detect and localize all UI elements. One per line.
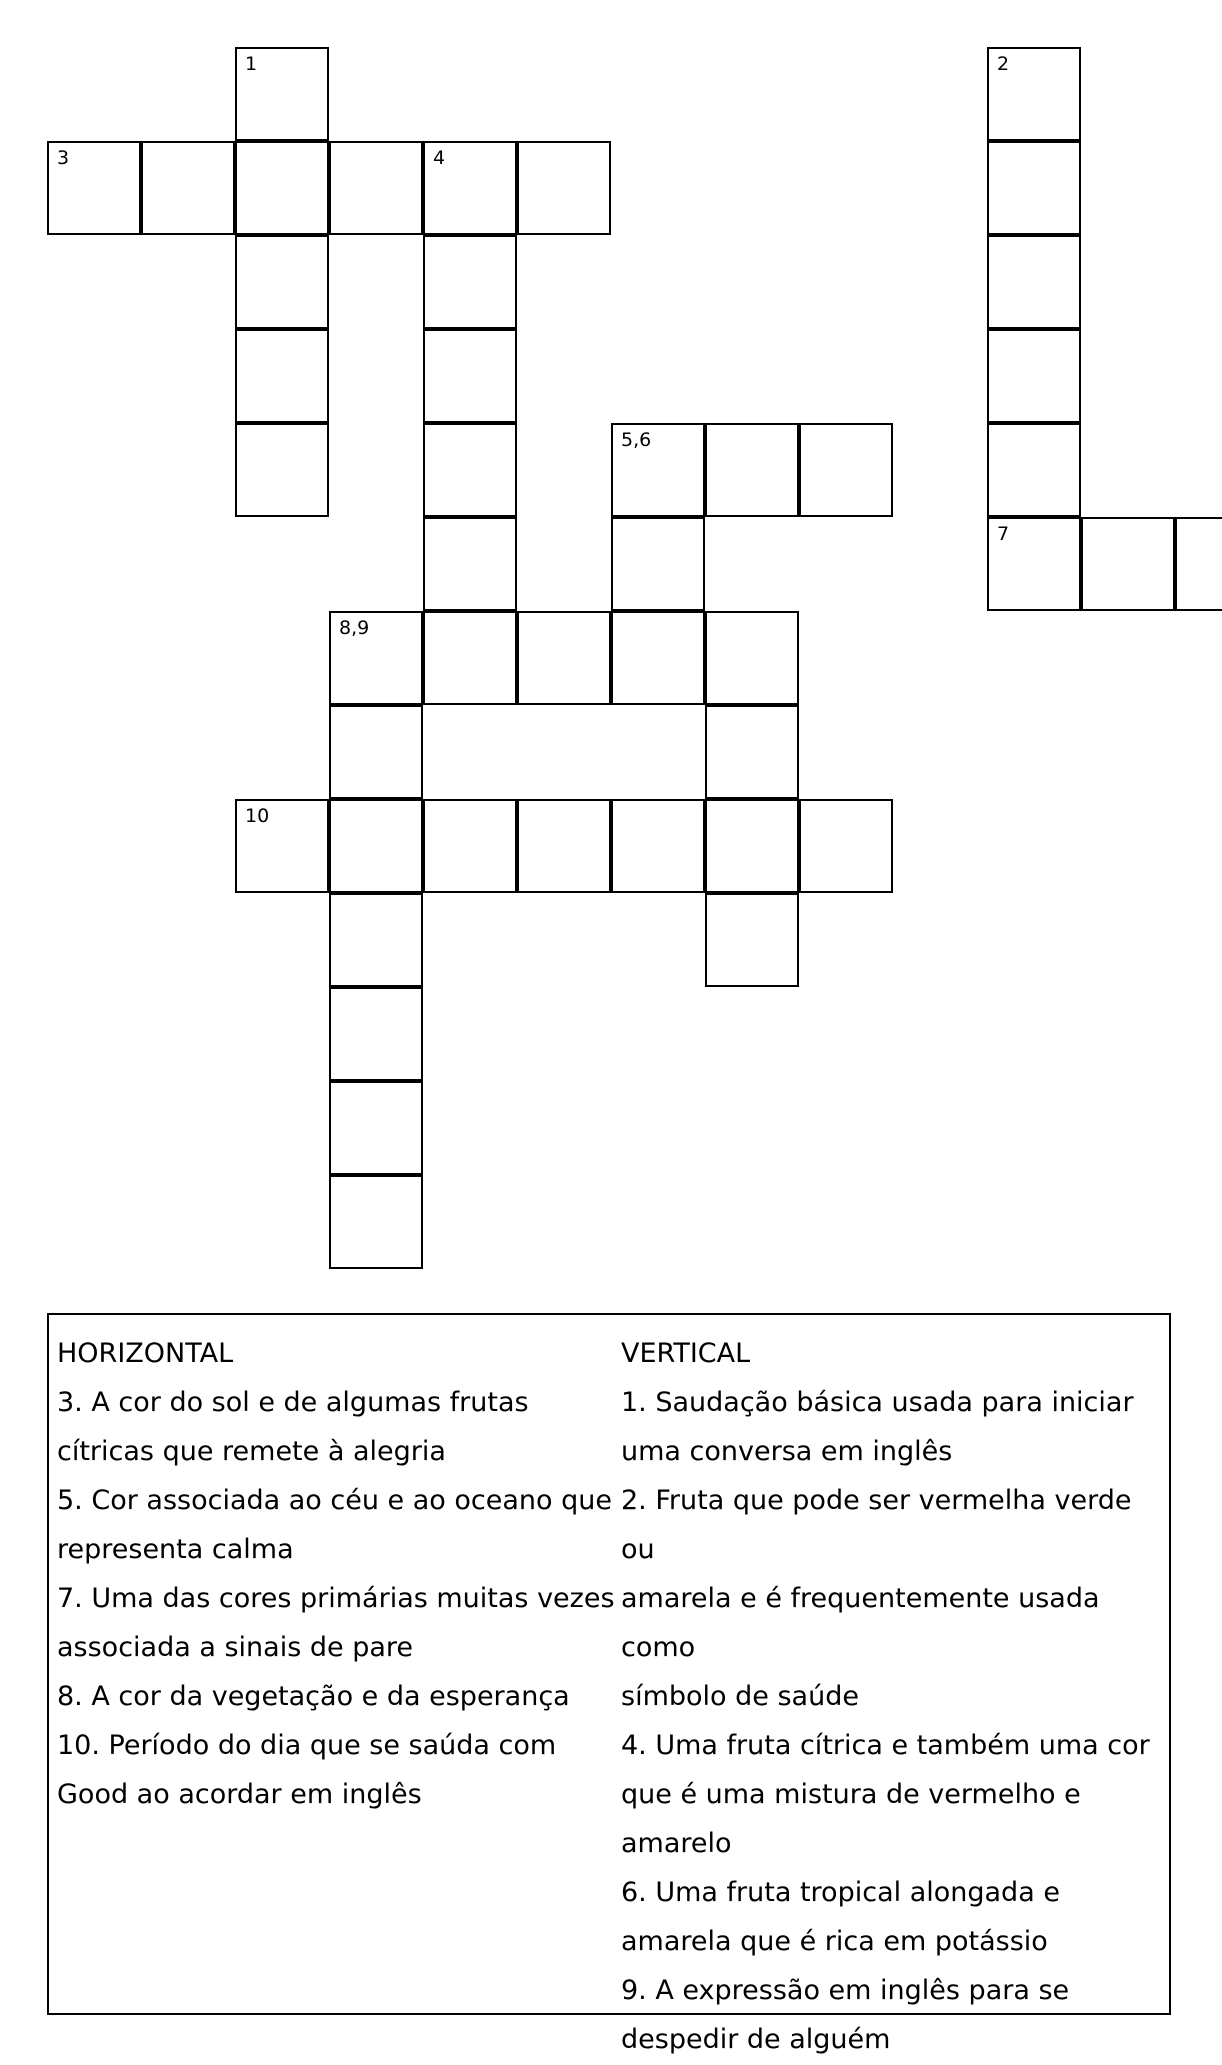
- grid-cell[interactable]: [423, 423, 517, 517]
- grid-cell[interactable]: [423, 329, 517, 423]
- grid-cell[interactable]: [987, 517, 1081, 611]
- clue-line: que é uma mistura de vermelho e: [621, 1779, 1081, 1810]
- grid-cell[interactable]: [141, 141, 235, 235]
- clue-number: 8,9: [339, 617, 370, 639]
- clue-number: 2: [997, 53, 1010, 75]
- grid-cell[interactable]: [799, 799, 893, 893]
- clue-line: associada a sinais de pare: [57, 1632, 413, 1663]
- grid-cell[interactable]: [987, 235, 1081, 329]
- clue-line: amarelo: [621, 1828, 732, 1859]
- grid-cell[interactable]: [611, 517, 705, 611]
- grid-cell[interactable]: [423, 517, 517, 611]
- grid-cell[interactable]: [987, 141, 1081, 235]
- grid-cell[interactable]: [423, 235, 517, 329]
- grid-cell[interactable]: [423, 799, 517, 893]
- grid-cell[interactable]: [611, 799, 705, 893]
- clue-number: 1: [245, 53, 258, 75]
- grid-cell[interactable]: [705, 799, 799, 893]
- grid-cell[interactable]: [235, 799, 329, 893]
- clue-line: representa calma: [57, 1534, 294, 1565]
- clues-box: [47, 1313, 1171, 2055]
- grid-cell[interactable]: [329, 1081, 423, 1175]
- clue-number: 10: [245, 805, 270, 827]
- grid-cell[interactable]: [423, 141, 517, 235]
- clue-line: 9. A expressão em inglês para se: [621, 1975, 1070, 2006]
- clue-number: 7: [997, 523, 1010, 545]
- clue-number: 5,6: [621, 429, 652, 451]
- grid-cell[interactable]: [329, 799, 423, 893]
- clue-line: 6. Uma fruta tropical alongada e: [621, 1877, 1060, 1908]
- clue-line: 1. Saudação básica usada para iniciar: [621, 1387, 1134, 1418]
- grid-cell[interactable]: [987, 423, 1081, 517]
- grid-cell[interactable]: [329, 611, 423, 705]
- clue-line: 3. A cor do sol e de algumas frutas: [57, 1387, 529, 1418]
- grid-cell[interactable]: [329, 893, 423, 987]
- grid-cell[interactable]: [1175, 517, 1222, 611]
- grid-cell[interactable]: [235, 235, 329, 329]
- grid-cell[interactable]: [329, 1175, 423, 1269]
- grid-cell[interactable]: [705, 705, 799, 799]
- grid-cell[interactable]: [517, 611, 611, 705]
- grid-cell[interactable]: [705, 423, 799, 517]
- clue-line: 4. Uma fruta cítrica e também uma cor: [621, 1730, 1150, 1761]
- clue-line: Good ao acordar em inglês: [57, 1779, 422, 1810]
- clue-line: 10. Período do dia que se saúda com: [57, 1730, 557, 1761]
- clue-line: 8. A cor da vegetação e da esperança: [57, 1681, 570, 1712]
- clue-line: símbolo de saúde: [621, 1681, 859, 1712]
- clue-line: 7. Uma das cores primárias muitas vezes: [57, 1583, 615, 1614]
- grid-cell[interactable]: [611, 611, 705, 705]
- horizontal-clues: [57, 1329, 617, 1819]
- grid-cell[interactable]: [329, 705, 423, 799]
- grid-cell[interactable]: [799, 423, 893, 517]
- clue-line: cítricas que remete à alegria: [57, 1436, 446, 1467]
- grid-cell[interactable]: [423, 611, 517, 705]
- clue-number: 3: [57, 147, 70, 169]
- clue-line: 2. Fruta que pode ser vermelha verde ou: [621, 1485, 1132, 1565]
- clue-number: 4: [433, 147, 446, 169]
- horizontal-heading: HORIZONTAL: [57, 1338, 234, 1369]
- grid-cell[interactable]: [329, 987, 423, 1081]
- grid-cell[interactable]: [235, 141, 329, 235]
- grid-cell[interactable]: [235, 423, 329, 517]
- grid-cell[interactable]: [235, 47, 329, 141]
- clue-line: amarela que é rica em potássio: [621, 1926, 1048, 1957]
- grid-cell[interactable]: [517, 141, 611, 235]
- grid-cell[interactable]: [987, 329, 1081, 423]
- grid-cell[interactable]: [705, 611, 799, 705]
- clue-line: uma conversa em inglês: [621, 1436, 953, 1467]
- clue-line: amarela e é frequentemente usada como: [621, 1583, 1100, 1663]
- grid-cell[interactable]: [47, 141, 141, 235]
- grid-cell[interactable]: [987, 47, 1081, 141]
- grid-cell[interactable]: [329, 141, 423, 235]
- vertical-heading: VERTICAL: [621, 1338, 751, 1369]
- grid-cell[interactable]: [611, 423, 705, 517]
- vertical-clues: [621, 1329, 1166, 2064]
- clue-line: despedir de alguém: [621, 2024, 891, 2055]
- grid-cell[interactable]: [1081, 517, 1175, 611]
- clue-line: 5. Cor associada ao céu e ao oceano que: [57, 1485, 612, 1516]
- grid-cell[interactable]: [517, 799, 611, 893]
- grid-cell[interactable]: [235, 329, 329, 423]
- grid-cell[interactable]: [705, 893, 799, 987]
